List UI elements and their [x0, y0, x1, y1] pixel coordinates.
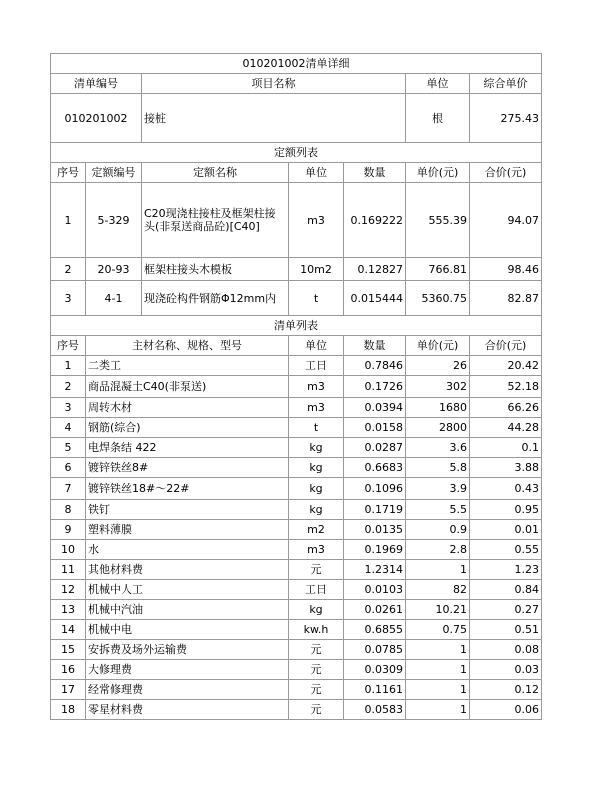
bill-qty: 0.7846: [344, 356, 406, 376]
bill-unit: m3: [289, 540, 344, 560]
bill-row: [51, 458, 542, 478]
bill-unit: t: [289, 418, 344, 438]
quota-header-seq: 序号: [51, 163, 86, 183]
header-code: 清单编号: [51, 74, 142, 94]
quota-header-total: 合价(元): [470, 163, 542, 183]
bill-material: 机械中人工: [86, 580, 289, 600]
bill-unit: m3: [289, 376, 344, 398]
bill-unit-price: 0.9: [406, 520, 470, 540]
bill-material: 商品混凝土C40(非泵送): [86, 376, 289, 398]
bill-detail-table: [50, 53, 542, 720]
bill-seq: 4: [51, 418, 86, 438]
bill-row: [51, 700, 542, 720]
bill-total: 0.84: [470, 580, 542, 600]
bill-unit: kg: [289, 478, 344, 500]
bill-row: [51, 478, 542, 500]
quota-unit-price: 555.39: [406, 183, 470, 258]
bill-seq: 3: [51, 398, 86, 418]
bill-unit: 元: [289, 660, 344, 680]
bill-material: 电焊条结 422: [86, 438, 289, 458]
bill-seq: 13: [51, 600, 86, 620]
bill-material: 机械中电: [86, 620, 289, 640]
bill-seq: 15: [51, 640, 86, 660]
bill-unit-price: 10.21: [406, 600, 470, 620]
bill-unit: 工日: [289, 356, 344, 376]
bill-row: [51, 418, 542, 438]
bill-unit-price: 1: [406, 680, 470, 700]
bill-total: 66.26: [470, 398, 542, 418]
quota-seq: 2: [51, 258, 86, 281]
bill-total: 20.42: [470, 356, 542, 376]
bill-total: 0.03: [470, 660, 542, 680]
bill-unit: m2: [289, 520, 344, 540]
bill-row: [51, 680, 542, 700]
bill-seq: 11: [51, 560, 86, 580]
bill-qty: 0.1096: [344, 478, 406, 500]
bill-unit: kg: [289, 458, 344, 478]
bill-material: 周转木材: [86, 398, 289, 418]
header-name: 项目名称: [142, 74, 406, 94]
bill-row: [51, 580, 542, 600]
table-body: [51, 54, 542, 720]
bill-unit-price: 1: [406, 660, 470, 680]
quota-header-unit-price: 单价(元): [406, 163, 470, 183]
bill-material: 水: [86, 540, 289, 560]
bill-seq: 17: [51, 680, 86, 700]
quota-unit: 10m2: [289, 258, 344, 281]
quota-name: 现浇砼构件钢筋Φ12mm内: [142, 281, 289, 316]
bill-qty: 0.0261: [344, 600, 406, 620]
bill-seq: 6: [51, 458, 86, 478]
bill-qty: 0.1969: [344, 540, 406, 560]
bill-seq: 9: [51, 520, 86, 540]
summary-price: 275.43: [470, 94, 542, 143]
bill-row: [51, 520, 542, 540]
bill-row: [51, 600, 542, 620]
bill-seq: 7: [51, 478, 86, 500]
bill-qty: 0.0287: [344, 438, 406, 458]
bill-material: 钢筋(综合): [86, 418, 289, 438]
quota-header-name: 定额名称: [142, 163, 289, 183]
bill-unit-price: 2.8: [406, 540, 470, 560]
bill-material: 镀锌铁丝18#～22#: [86, 478, 289, 500]
quota-name: C20现浇柱接柱及框架柱接头(非泵送商品砼)[C40]: [142, 183, 289, 258]
summary-row: [51, 94, 542, 143]
bill-seq: 8: [51, 500, 86, 520]
bill-section-title: 清单列表: [51, 316, 542, 336]
bill-qty: 0.0309: [344, 660, 406, 680]
bill-row: [51, 540, 542, 560]
quota-code: 20-93: [86, 258, 142, 281]
bill-section-row: [51, 316, 542, 336]
bill-row: [51, 620, 542, 640]
quota-unit: m3: [289, 183, 344, 258]
bill-material: 镀锌铁丝8#: [86, 458, 289, 478]
bill-unit-price: 82: [406, 580, 470, 600]
bill-header-unit-price: 单价(元): [406, 336, 470, 356]
bill-total: 0.95: [470, 500, 542, 520]
bill-unit: 元: [289, 680, 344, 700]
bill-seq: 5: [51, 438, 86, 458]
bill-total: 52.18: [470, 376, 542, 398]
bill-row: [51, 438, 542, 458]
bill-unit: kg: [289, 500, 344, 520]
bill-total: 0.06: [470, 700, 542, 720]
bill-unit: kw.h: [289, 620, 344, 640]
bill-seq: 14: [51, 620, 86, 640]
bill-header-row: [51, 336, 542, 356]
bill-qty: 0.6683: [344, 458, 406, 478]
quota-qty: 0.015444: [344, 281, 406, 316]
bill-unit-price: 302: [406, 376, 470, 398]
quota-unit-price: 5360.75: [406, 281, 470, 316]
bill-header-qty: 数量: [344, 336, 406, 356]
bill-material: 铁钉: [86, 500, 289, 520]
quota-seq: 3: [51, 281, 86, 316]
bill-seq: 12: [51, 580, 86, 600]
quota-row: [51, 258, 542, 281]
bill-unit-price: 3.9: [406, 478, 470, 500]
bill-qty: 0.0394: [344, 398, 406, 418]
bill-unit-price: 2800: [406, 418, 470, 438]
bill-seq: 2: [51, 376, 86, 398]
bill-unit: kg: [289, 600, 344, 620]
bill-total: 1.23: [470, 560, 542, 580]
title-row: [51, 54, 542, 74]
bill-material: 安拆费及场外运输费: [86, 640, 289, 660]
bill-unit-price: 26: [406, 356, 470, 376]
bill-unit-price: 1: [406, 640, 470, 660]
bill-row: [51, 398, 542, 418]
bill-unit: kg: [289, 438, 344, 458]
bill-qty: 0.1161: [344, 680, 406, 700]
bill-material: 大修理费: [86, 660, 289, 680]
bill-qty: 0.0785: [344, 640, 406, 660]
header-price: 综合单价: [470, 74, 542, 94]
bill-material: 零星材料费: [86, 700, 289, 720]
bill-total: 0.08: [470, 640, 542, 660]
bill-qty: 0.0135: [344, 520, 406, 540]
page-title: 010201002清单详细: [51, 54, 542, 74]
quota-section-title: 定额列表: [51, 143, 542, 163]
quota-section-row: [51, 143, 542, 163]
bill-header-seq: 序号: [51, 336, 86, 356]
quota-code: 4-1: [86, 281, 142, 316]
quota-qty: 0.12827: [344, 258, 406, 281]
bill-qty: 0.0583: [344, 700, 406, 720]
bill-unit-price: 5.8: [406, 458, 470, 478]
bill-row: [51, 376, 542, 398]
bill-qty: 0.0103: [344, 580, 406, 600]
bill-row: [51, 356, 542, 376]
bill-row: [51, 640, 542, 660]
bill-total: 0.27: [470, 600, 542, 620]
bill-material: 机械中汽油: [86, 600, 289, 620]
bill-unit: 元: [289, 560, 344, 580]
bill-header-total: 合价(元): [470, 336, 542, 356]
bill-total: 0.01: [470, 520, 542, 540]
quota-header-code: 定额编号: [86, 163, 142, 183]
quota-header-unit: 单位: [289, 163, 344, 183]
summary-name: 接桩: [142, 94, 406, 143]
bill-unit-price: 1: [406, 560, 470, 580]
bill-unit-price: 1: [406, 700, 470, 720]
bill-qty: 0.0158: [344, 418, 406, 438]
quota-unit: t: [289, 281, 344, 316]
quota-qty: 0.169222: [344, 183, 406, 258]
bill-header-unit: 单位: [289, 336, 344, 356]
bill-qty: 1.2314: [344, 560, 406, 580]
bill-qty: 0.6855: [344, 620, 406, 640]
quota-header-qty: 数量: [344, 163, 406, 183]
quota-unit-price: 766.81: [406, 258, 470, 281]
bill-seq: 10: [51, 540, 86, 560]
quota-total: 82.87: [470, 281, 542, 316]
bill-row: [51, 560, 542, 580]
quota-row: [51, 281, 542, 316]
bill-qty: 0.1726: [344, 376, 406, 398]
bill-row: [51, 660, 542, 680]
quota-row: [51, 183, 542, 258]
bill-seq: 16: [51, 660, 86, 680]
summary-unit: 根: [406, 94, 470, 143]
bill-total: 0.51: [470, 620, 542, 640]
quota-total: 98.46: [470, 258, 542, 281]
bill-seq: 18: [51, 700, 86, 720]
bill-unit-price: 0.75: [406, 620, 470, 640]
bill-row: [51, 500, 542, 520]
bill-total: 3.88: [470, 458, 542, 478]
bill-material: 经常修理费: [86, 680, 289, 700]
bill-unit-price: 3.6: [406, 438, 470, 458]
bill-header-material: 主材名称、规格、型号: [86, 336, 289, 356]
bill-unit-price: 5.5: [406, 500, 470, 520]
bill-total: 0.12: [470, 680, 542, 700]
header-unit: 单位: [406, 74, 470, 94]
bill-unit: m3: [289, 398, 344, 418]
quota-header-row: [51, 163, 542, 183]
quota-code: 5-329: [86, 183, 142, 258]
bill-unit: 工日: [289, 580, 344, 600]
bill-qty: 0.1719: [344, 500, 406, 520]
quota-name: 框架柱接头木模板: [142, 258, 289, 281]
bill-total: 44.28: [470, 418, 542, 438]
bill-total: 0.55: [470, 540, 542, 560]
bill-seq: 1: [51, 356, 86, 376]
summary-header-row: [51, 74, 542, 94]
bill-unit: 元: [289, 700, 344, 720]
quota-total: 94.07: [470, 183, 542, 258]
bill-total: 0.1: [470, 438, 542, 458]
bill-material: 二类工: [86, 356, 289, 376]
bill-unit: 元: [289, 640, 344, 660]
bill-material: 塑料薄膜: [86, 520, 289, 540]
summary-code: 010201002: [51, 94, 142, 143]
bill-unit-price: 1680: [406, 398, 470, 418]
quota-seq: 1: [51, 183, 86, 258]
bill-material: 其他材料费: [86, 560, 289, 580]
bill-total: 0.43: [470, 478, 542, 500]
